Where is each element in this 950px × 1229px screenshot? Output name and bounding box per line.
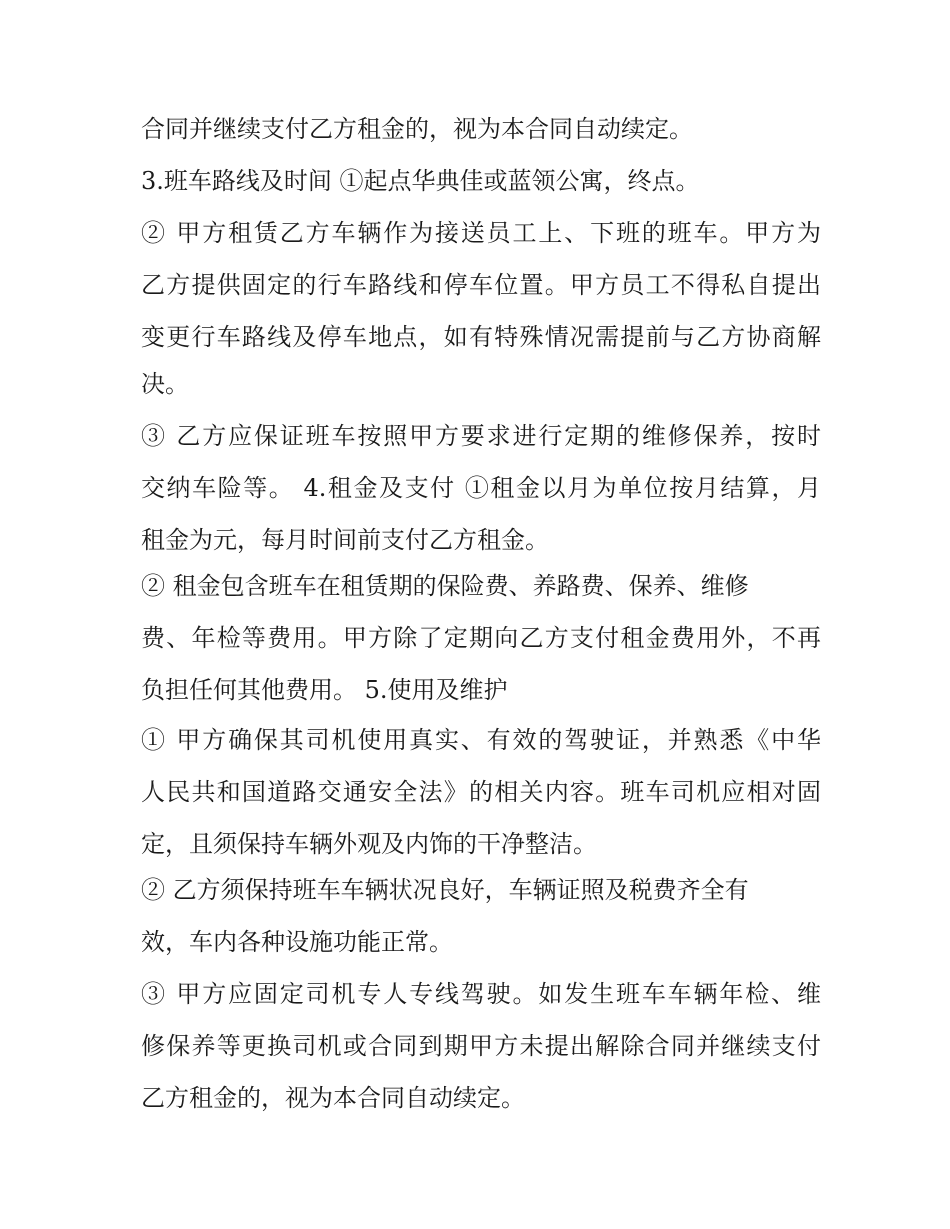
text-line: 乙方提供固定的行车路线和停车位置。甲方员工不得私自提出 — [141, 271, 821, 299]
text-line: 负担任何其他费用。 5.使用及维护 — [141, 676, 508, 704]
text-line: ② 乙方须保持班车车辆状况良好，车辆证照及税费齐全有 — [141, 876, 749, 904]
text-line: 3.班车路线及时间 ①起点华典佳或蓝领公寓，终点。 — [141, 167, 700, 195]
text-line: ③ 乙方应保证班车按照甲方要求进行定期的维修保养，按时 — [141, 422, 821, 450]
text-line: ③ 甲方应固定司机专人专线驾驶。如发生班车车辆年检、维 — [141, 980, 821, 1008]
text-line: 变更行车路线及停车地点，如有特殊情况需提前与乙方协商解 — [141, 323, 821, 351]
text-line: 修保养等更换司机或合同到期甲方未提出解除合同并继续支付 — [141, 1032, 821, 1060]
text-line: 合同并继续支付乙方租金的，视为本合同自动续定。 — [141, 115, 693, 143]
text-line: 人民共和国道路交通安全法》的相关内容。班车司机应相对固 — [141, 778, 821, 806]
text-line: 效，车内各种设施功能正常。 — [141, 928, 453, 956]
text-line: 决。 — [141, 370, 189, 398]
text-line: ② 租金包含班车在租赁期的保险费、养路费、保养、维修 — [141, 572, 749, 600]
text-line: 定，且须保持车辆外观及内饰的干净整洁。 — [141, 830, 597, 858]
text-line: ② 甲方租赁乙方车辆作为接送员工上、下班的班车。甲方为 — [141, 219, 821, 247]
text-line: 乙方租金的，视为本合同自动续定。 — [141, 1084, 525, 1112]
text-line: 费、年检等费用。甲方除了定期向乙方支付租金费用外，不再 — [141, 624, 821, 652]
text-line: 交纳车险等。 4.租金及支付 ①租金以月为单位按月结算，月 — [141, 474, 821, 502]
text-line: 租金为元，每月时间前支付乙方租金。 — [141, 526, 549, 554]
text-line: ① 甲方确保其司机使用真实、有效的驾驶证，并熟悉《中华 — [141, 726, 821, 754]
